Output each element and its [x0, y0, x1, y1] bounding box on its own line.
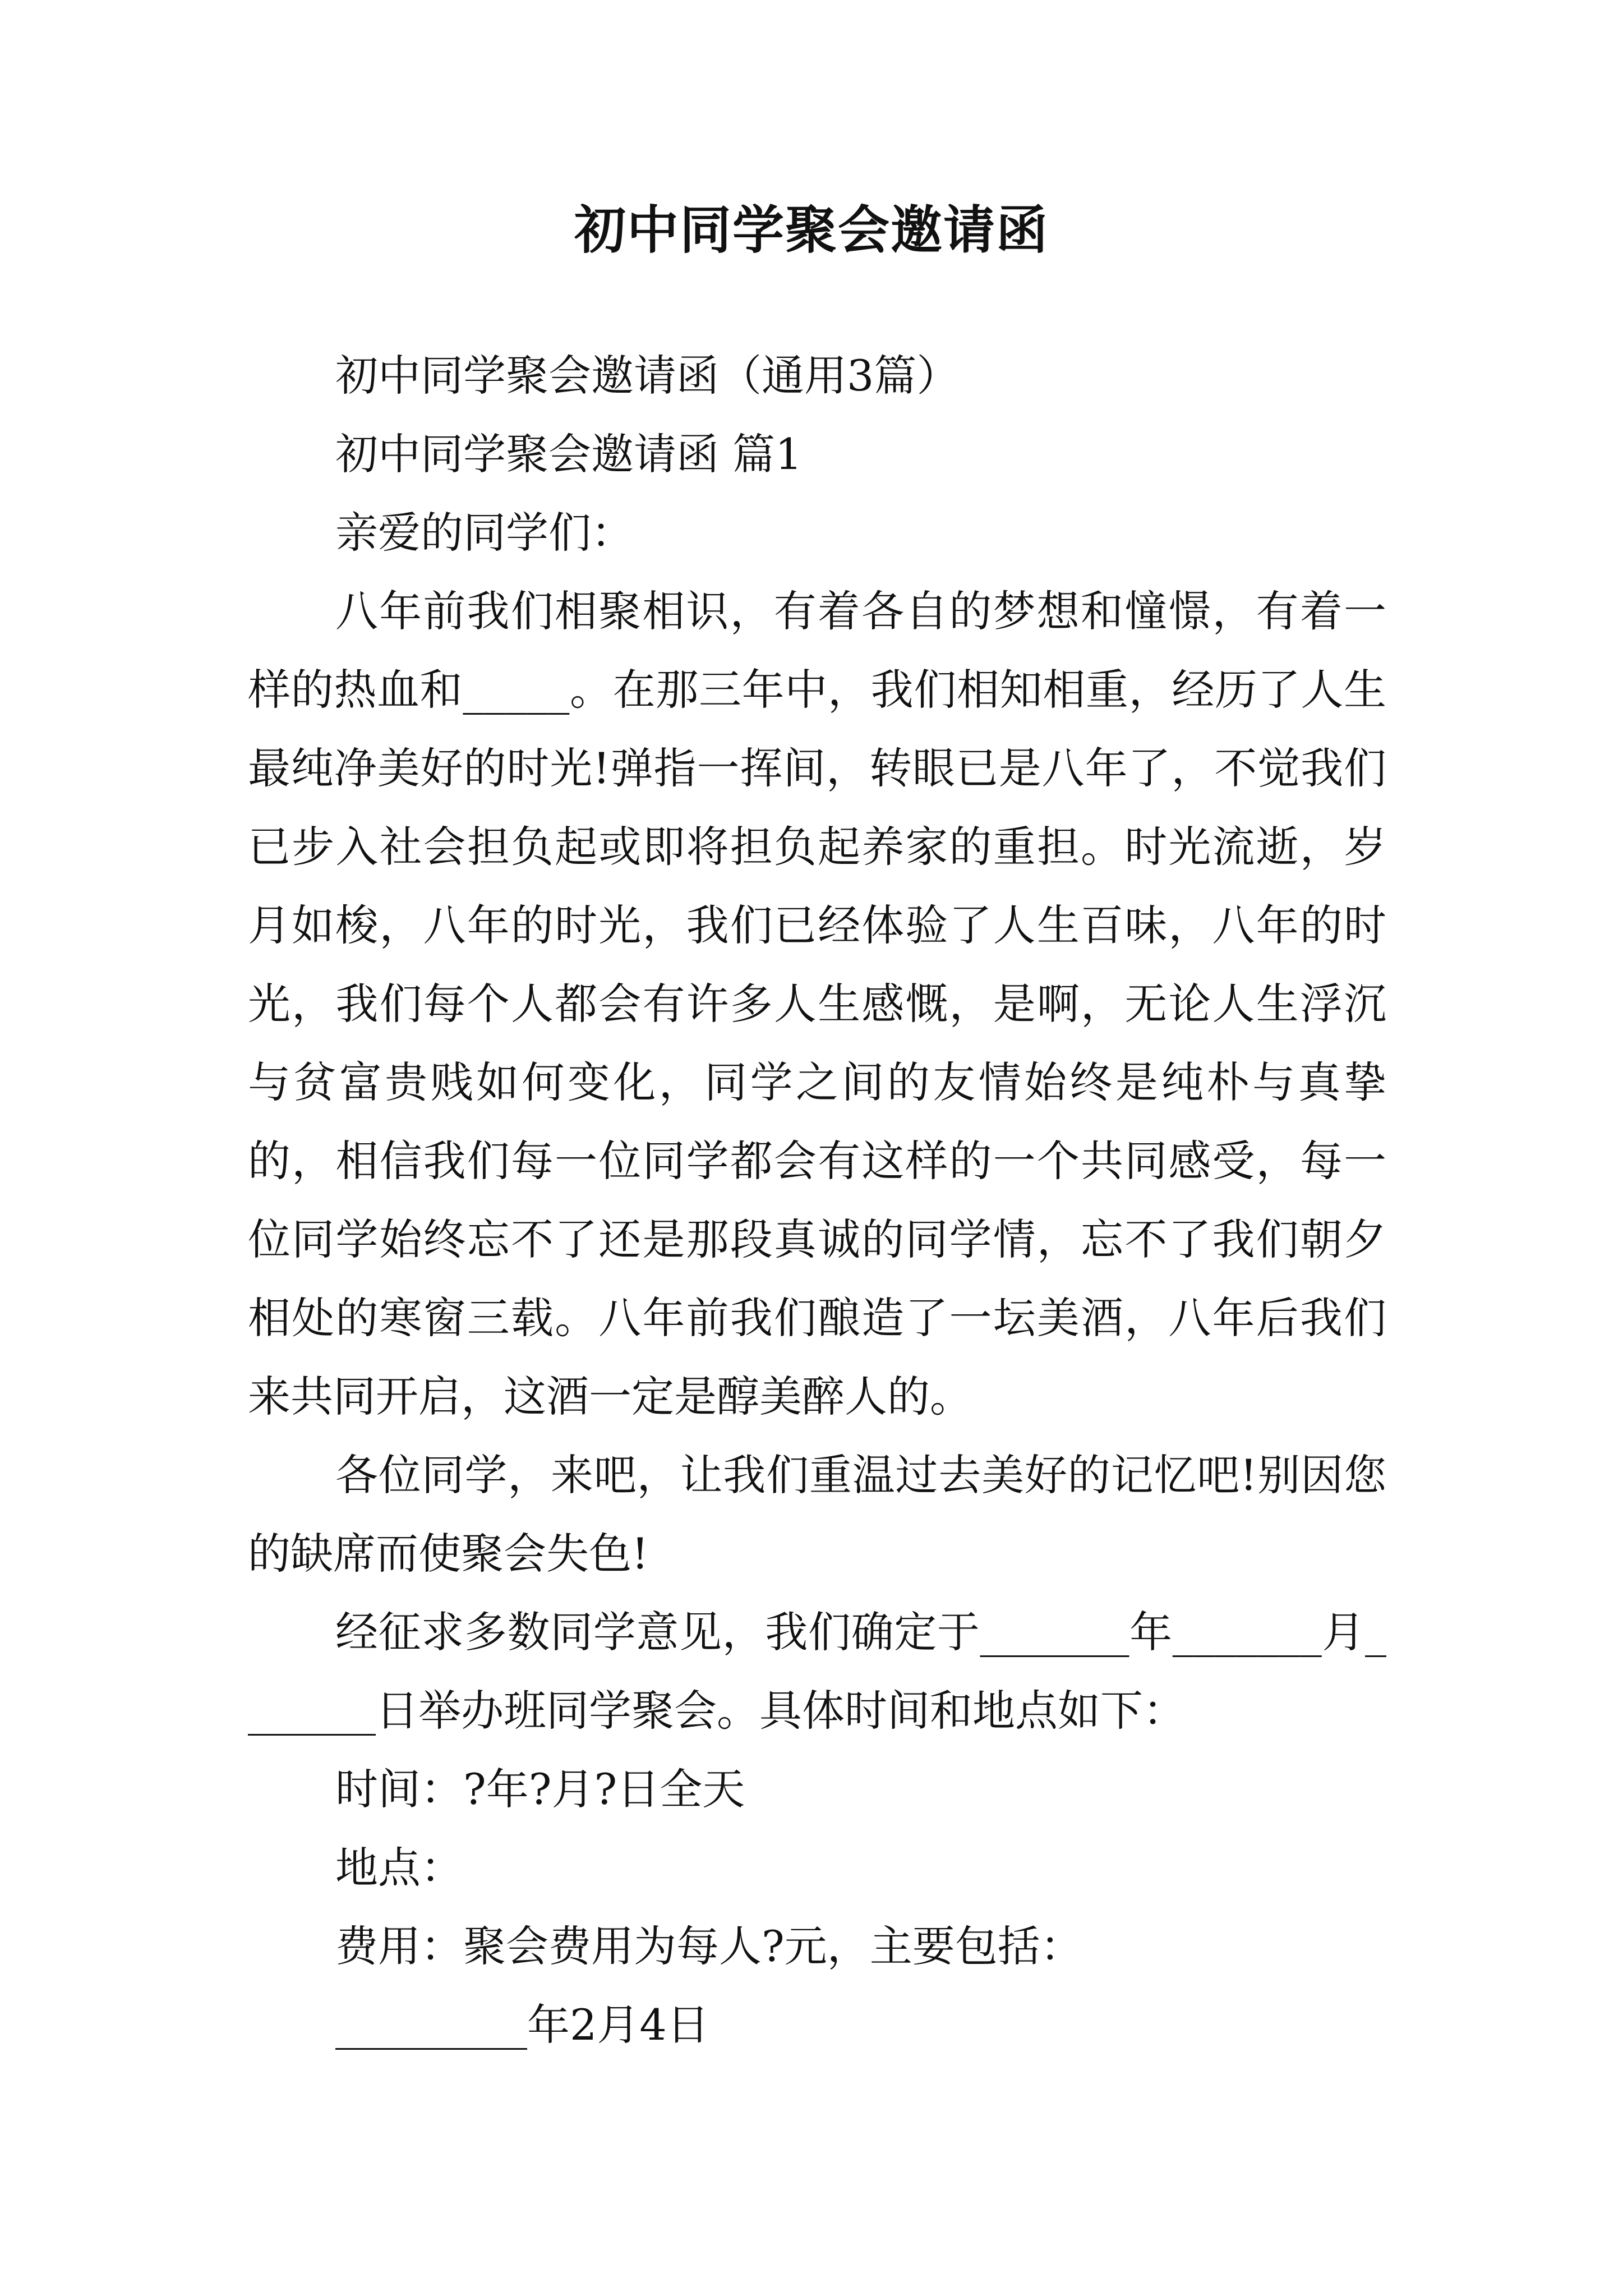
location-line: 地点：: [335, 1843, 463, 1893]
body-paragraph: 经征求多数同学意见，我们确定于_______年_______月_______日举办班同学聚会。具体时间和地点如下：: [248, 1607, 1386, 1736]
document-title: 初中同学聚会邀请函: [574, 200, 1049, 260]
body-paragraph: 八年前我们相聚相识，有着各自的梦想和憧憬，有着一样的热血和_____。在那三年中，我们相知相重，经历了人生最纯净美好的时光!弹指一挥间，转眼已是八年了，不觉我们已步入社会担负起或即将担负起养家的重担。时光流逝，岁月如梭，八年的时光，我们已经体验了人生百味，八年的时光，我们每个人都会有许多人生感慨，是啊，无论人生浮沉与贫富贵贱如何变化，同学之间的友情始终是纯朴与真挚的，相信我们每一位同学都会有这样的一个共同感受，每一位同学始终忘不了还是那段真诚的同学情，忘不了我们朝夕相处的寒窗三载。八年前我们酿造了一坛美酒，八年后我们来共同开启，这酒一定是醇美醉人的。: [248, 586, 1386, 1421]
fee-line: 费用：聚会费用为每人?元，主要包括：: [335, 1921, 1083, 1971]
subtitle-paragraph: 初中同学聚会邀请函（通用3篇）: [335, 351, 960, 401]
section-heading: 初中同学聚会邀请函 篇1: [335, 429, 803, 479]
document-body: [248, 337, 1386, 2064]
salutation: 亲爱的同学们：: [335, 508, 634, 558]
time-line: 时间：?年?月?日全天: [335, 1764, 745, 1814]
date-line: _________年2月4日: [335, 2000, 709, 2050]
body-paragraph: 各位同学，来吧，让我们重温过去美好的记忆吧!别因您的缺席而使聚会失色!: [248, 1450, 1386, 1579]
